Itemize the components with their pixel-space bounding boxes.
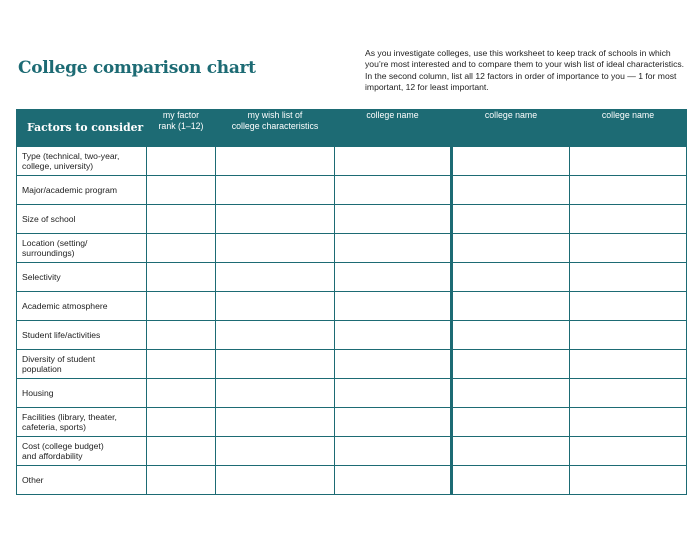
college-3-cell[interactable]: [570, 466, 687, 495]
factor-label-line1: Selectivity: [22, 272, 61, 282]
table-row: [17, 147, 687, 176]
college-1-cell[interactable]: [335, 292, 452, 321]
wish-list-cell[interactable]: [216, 379, 335, 408]
wish-list-cell[interactable]: [216, 292, 335, 321]
factor-label-line2: surroundings): [22, 248, 75, 258]
wish-list-cell[interactable]: [216, 321, 335, 350]
college-3-cell[interactable]: [570, 437, 687, 466]
college-2-cell[interactable]: [452, 408, 570, 437]
college-3-cell[interactable]: [570, 263, 687, 292]
factor-label: [17, 176, 147, 205]
college-2-cell[interactable]: [452, 379, 570, 408]
factor-label: [17, 350, 147, 379]
rank-cell[interactable]: [147, 379, 216, 408]
header-college-1: college name: [335, 110, 452, 147]
table-row: [17, 321, 687, 350]
table-row: [17, 466, 687, 495]
factor-label: [17, 263, 147, 292]
factor-label: [17, 205, 147, 234]
college-3-cell[interactable]: [570, 321, 687, 350]
factor-label-line1: Facilities (library, theater,: [22, 412, 117, 422]
factor-label-line2: and affordability: [22, 451, 83, 461]
college-3-cell[interactable]: [570, 350, 687, 379]
college-2-cell[interactable]: [452, 176, 570, 205]
rank-cell[interactable]: [147, 321, 216, 350]
wish-list-cell[interactable]: [216, 437, 335, 466]
table-row: [17, 263, 687, 292]
rank-cell[interactable]: [147, 466, 216, 495]
factor-label: [17, 466, 147, 495]
factor-label-line1: Diversity of student: [22, 354, 96, 364]
wish-list-cell[interactable]: [216, 205, 335, 234]
factor-label-line1: Academic atmosphere: [22, 301, 108, 311]
college-2-cell[interactable]: [452, 350, 570, 379]
rank-cell[interactable]: [147, 263, 216, 292]
college-2-cell[interactable]: [452, 466, 570, 495]
factor-label-line2: cafeteria, sports): [22, 422, 86, 432]
factor-label-line2: college, university): [22, 161, 94, 171]
table-row: [17, 408, 687, 437]
wish-list-cell[interactable]: [216, 176, 335, 205]
college-3-cell[interactable]: [570, 408, 687, 437]
college-2-cell[interactable]: [452, 234, 570, 263]
factor-label: [17, 379, 147, 408]
table-row: [17, 234, 687, 263]
table-row: [17, 205, 687, 234]
header-wish-line2: college characteristics: [231, 120, 319, 131]
factor-label-line1: Student life/activities: [22, 330, 101, 340]
college-1-cell[interactable]: [335, 437, 452, 466]
college-1-cell[interactable]: [335, 408, 452, 437]
header-rank-line2: rank (1–12): [158, 120, 204, 131]
college-1-cell[interactable]: [335, 234, 452, 263]
college-1-cell[interactable]: [335, 263, 452, 292]
table-row: [17, 379, 687, 408]
factor-label: [17, 292, 147, 321]
header-wish-list: [216, 110, 335, 147]
factor-label: [17, 437, 147, 466]
instructions-text: As you investigate colleges, use this worksheet to keep track of schools in which you’re most interested and to compare them to your wish list of ideal characteristics. In the second column, list all 12 factors in order of importance to you — 1 for most important, 12 for least important.: [365, 48, 685, 92]
college-2-cell[interactable]: [452, 321, 570, 350]
table-row: [17, 292, 687, 321]
factor-label: [17, 147, 147, 176]
college-1-cell[interactable]: [335, 466, 452, 495]
rank-cell[interactable]: [147, 292, 216, 321]
college-3-cell[interactable]: [570, 176, 687, 205]
factor-label-line1: Location (setting/: [22, 238, 88, 248]
college-1-cell[interactable]: [335, 205, 452, 234]
rank-cell[interactable]: [147, 147, 216, 176]
college-3-cell[interactable]: [570, 379, 687, 408]
college-3-cell[interactable]: [570, 205, 687, 234]
table-row: [17, 176, 687, 205]
factor-label-line1: Type (technical, two-year,: [22, 151, 120, 161]
college-1-cell[interactable]: [335, 350, 452, 379]
header-row: [17, 110, 687, 147]
factor-label-line1: Size of school: [22, 214, 76, 224]
college-3-cell[interactable]: [570, 234, 687, 263]
college-3-cell[interactable]: [570, 147, 687, 176]
college-2-cell[interactable]: [452, 147, 570, 176]
factor-label-line1: Housing: [22, 388, 54, 398]
factor-label: [17, 321, 147, 350]
page-title: College comparison chart: [18, 58, 256, 78]
rank-cell[interactable]: [147, 408, 216, 437]
header-factors: Factors to consider: [17, 110, 147, 147]
college-1-cell[interactable]: [335, 176, 452, 205]
header-college-2: college name: [452, 110, 570, 147]
factor-label-line1: Major/academic program: [22, 185, 118, 195]
college-1-cell[interactable]: [335, 321, 452, 350]
header-wish-line1: my wish list of: [247, 110, 303, 120]
header-college-3: college name: [570, 110, 687, 147]
college-2-cell[interactable]: [452, 205, 570, 234]
college-1-cell[interactable]: [335, 147, 452, 176]
wish-list-cell[interactable]: [216, 234, 335, 263]
factor-label-line1: Other: [22, 475, 44, 485]
factor-label-line2: population: [22, 364, 62, 374]
header-rank-line1: my factor: [162, 110, 200, 120]
rank-cell[interactable]: [147, 176, 216, 205]
rank-cell[interactable]: [147, 437, 216, 466]
factor-label-line1: Cost (college budget): [22, 441, 104, 451]
wish-list-cell[interactable]: [216, 147, 335, 176]
rank-cell[interactable]: [147, 234, 216, 263]
college-3-cell[interactable]: [570, 292, 687, 321]
rank-cell[interactable]: [147, 205, 216, 234]
college-2-cell[interactable]: [452, 292, 570, 321]
wish-list-cell[interactable]: [216, 408, 335, 437]
college-1-cell[interactable]: [335, 379, 452, 408]
comparison-table: [16, 109, 687, 495]
header-factor-rank: [147, 110, 216, 147]
college-2-cell[interactable]: [452, 263, 570, 292]
factor-label: [17, 234, 147, 263]
wish-list-cell[interactable]: [216, 263, 335, 292]
wish-list-cell[interactable]: [216, 350, 335, 379]
rank-cell[interactable]: [147, 350, 216, 379]
college-2-cell[interactable]: [452, 437, 570, 466]
table-row: [17, 437, 687, 466]
factor-label: [17, 408, 147, 437]
table-row: [17, 350, 687, 379]
wish-list-cell[interactable]: [216, 466, 335, 495]
